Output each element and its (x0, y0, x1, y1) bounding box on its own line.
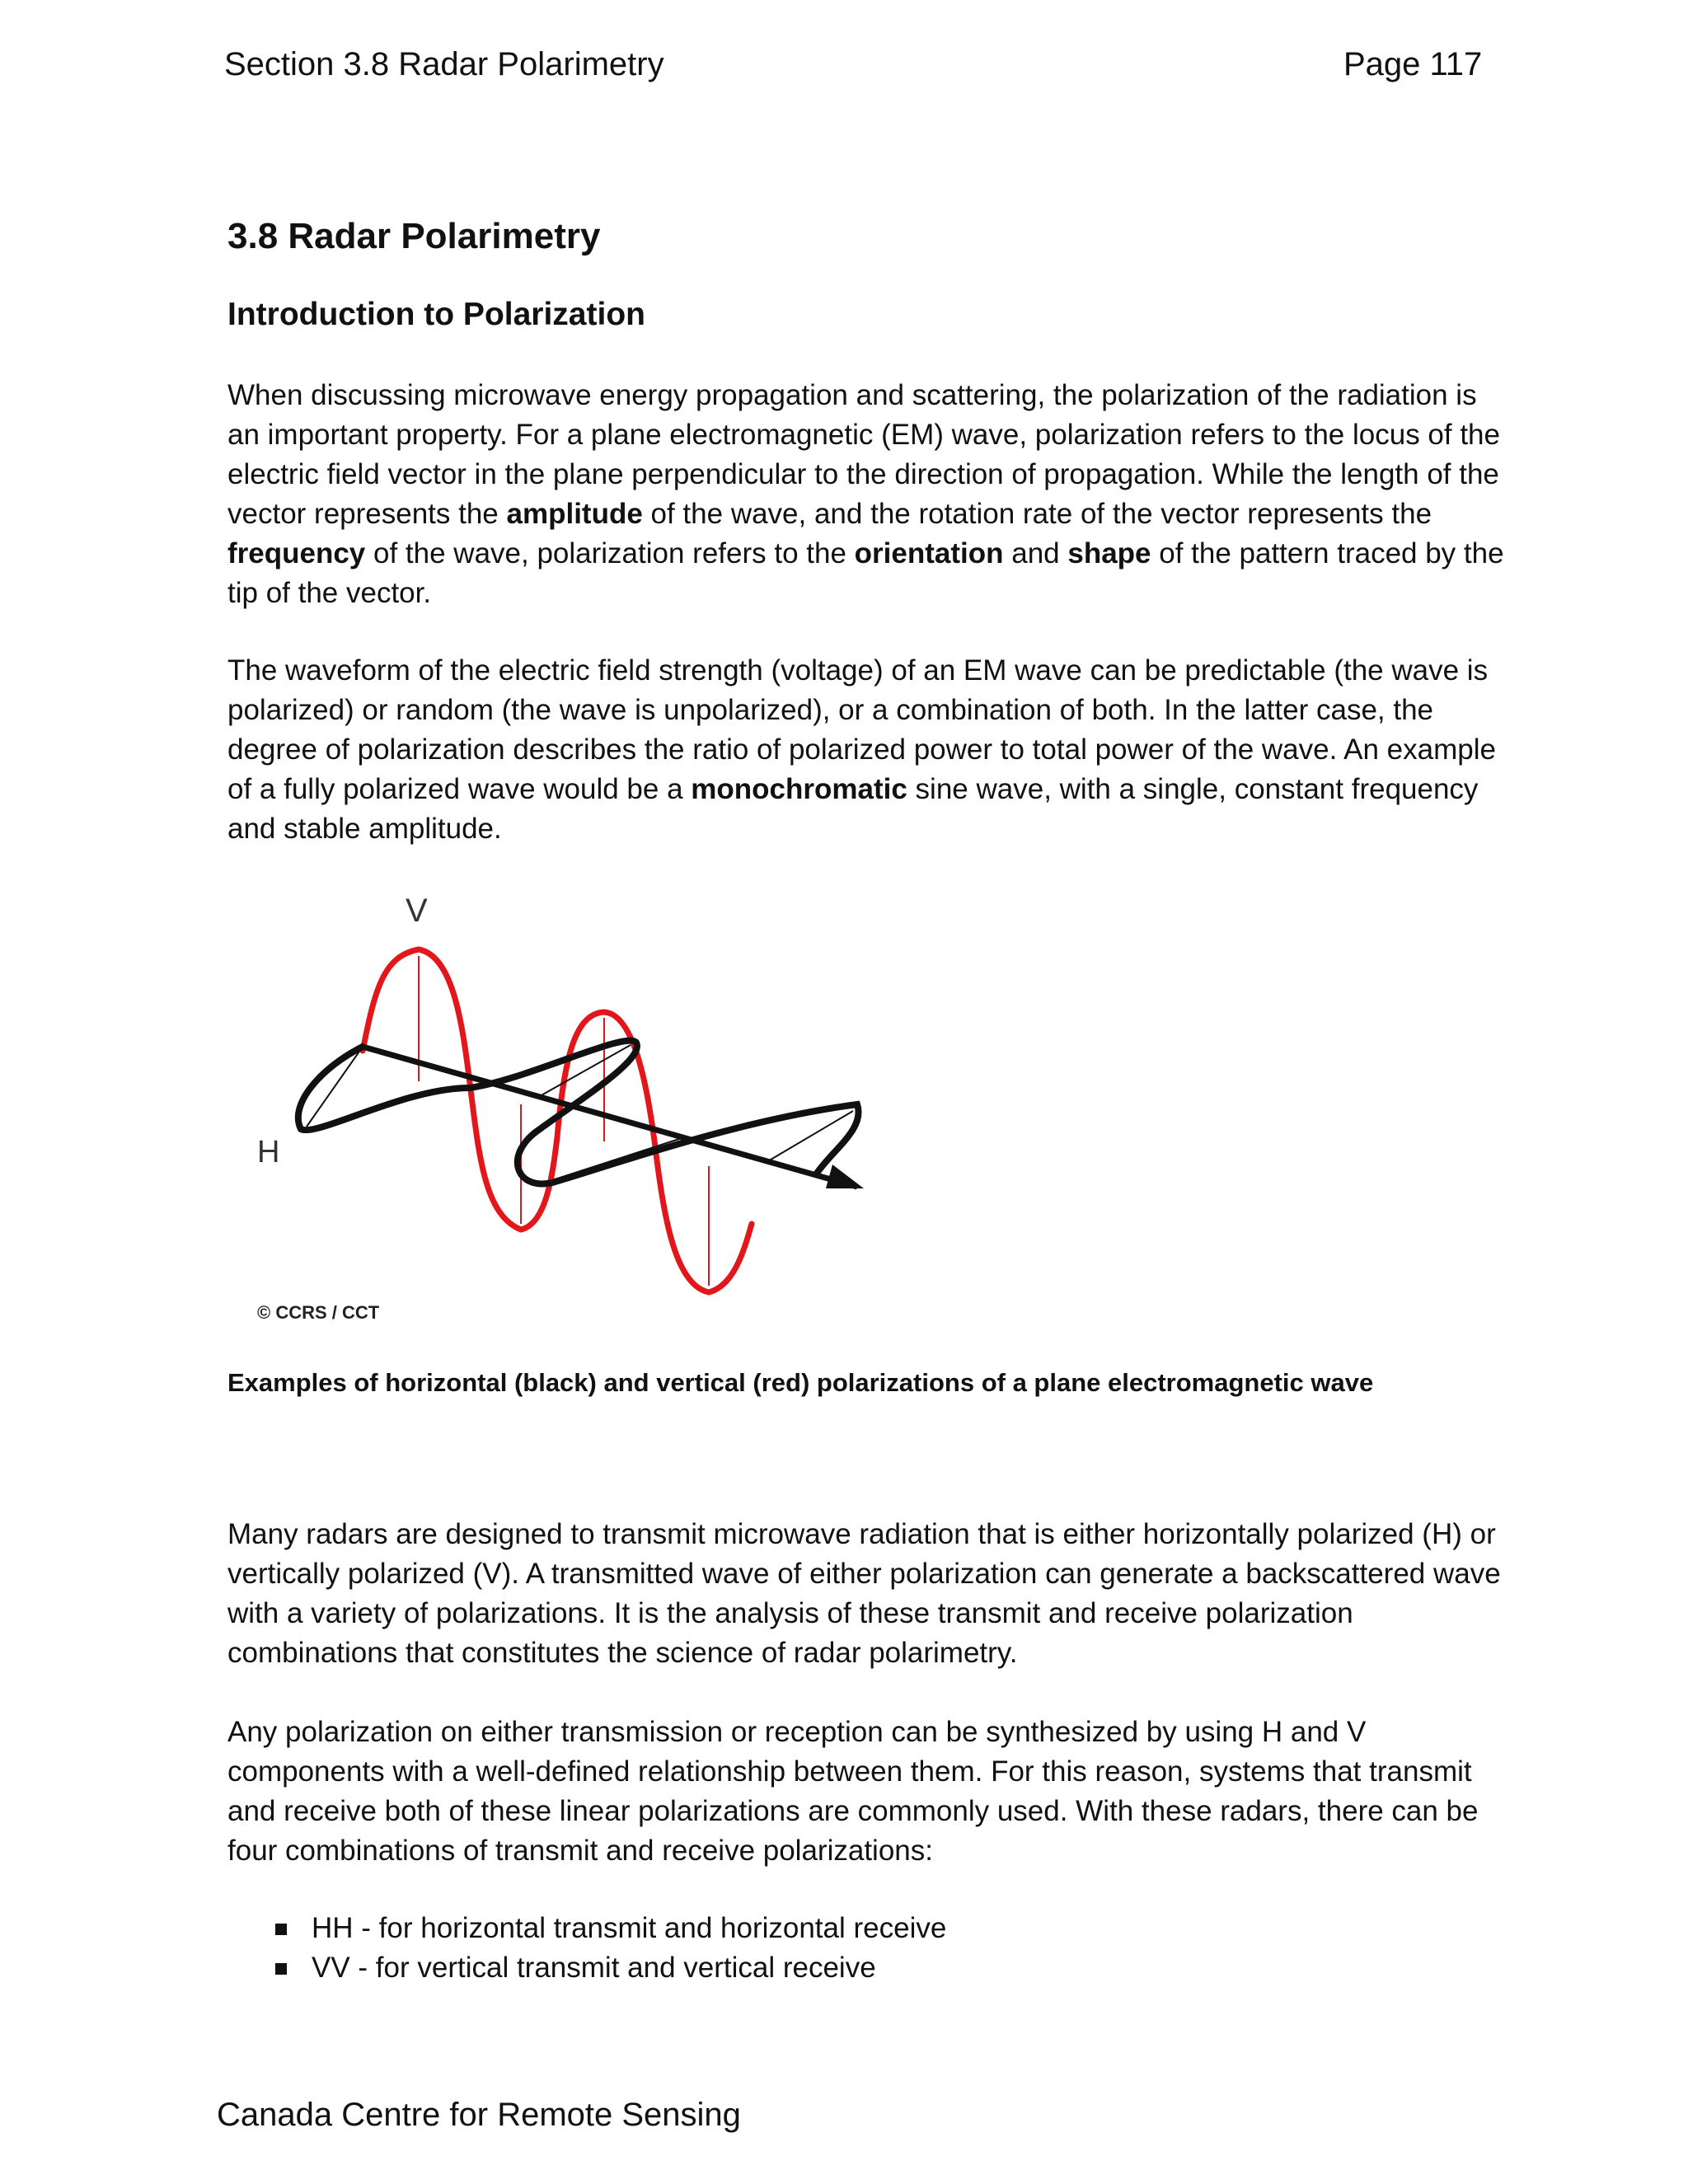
horizontal-vector-arrows (307, 1045, 853, 1180)
paragraph-synthesis: Any polarization on either transmission or reception can be synthesized by using H and V components with a well-defined relationship between them. For this reason, systems that transmit and receive both of these linear polarizations are commonly used. With these radars, there can be four combinations of transmit and receive polarizations: (227, 1716, 1479, 1867)
paragraph-text: of the pattern traced by the tip of the vector. (227, 537, 1504, 609)
vertical-polarization-wave (363, 949, 752, 1292)
running-header-section: Section 3.8 Radar Polarimetry (224, 46, 664, 82)
polarization-wave-figure (239, 890, 898, 1319)
paragraph-waveform (227, 651, 1513, 849)
bold-term-monochromatic: monochromatic (691, 773, 907, 805)
bullet-square-icon (275, 1924, 287, 1935)
list-item (275, 1948, 946, 1988)
paragraph-text: of the wave, polarization refers to the (365, 537, 855, 569)
paragraph-intro (227, 376, 1513, 613)
h-axis-label: H (257, 1135, 280, 1169)
horizontal-polarization-wave (298, 1041, 864, 1188)
paragraph-text: When discussing microwave energy propagation and scattering, the polarization of the radiation is an important property. For a plane electromagnetic (EM) wave, polarization refers to the locus of the electric field vector in the plane perpendicular to the direction of propagation. While the length of the vector represents the (227, 379, 1500, 530)
running-header-page-number: Page 117 (1343, 46, 1483, 82)
bold-term-shape: shape (1067, 537, 1151, 569)
list-item (275, 1909, 946, 1948)
list-item-text: VV - for vertical transmit and vertical receive (312, 1952, 876, 1984)
paragraph-text: and (1003, 537, 1068, 569)
bold-term-amplitude: amplitude (506, 498, 643, 530)
paragraph-text: sine wave, with a single, constant frequency and stable amplitude. (227, 773, 1479, 845)
page-footer: Canada Centre for Remote Sensing (217, 2097, 741, 2133)
figure-copyright: © CCRS / CCT (257, 1302, 380, 1323)
paragraph-radars: Many radars are designed to transmit microwave radiation that is either horizontally polarized (H) or vertically polarized (V). A transmitted wave of either polarization can generate a backscattered wave with a variety of polarizations. It is the analysis of these transmit and receive polarization combinations that constitutes the science of radar polarimetry. (227, 1518, 1501, 1669)
propagation-arrowhead (826, 1165, 864, 1188)
vertical-wave-curve (363, 949, 752, 1292)
vertical-vector-arrows (419, 956, 709, 1286)
list-item-text: HH - for horizontal transmit and horizontal receive (312, 1912, 947, 1944)
v-axis-label: V (406, 893, 428, 929)
bullet-square-icon (275, 1963, 287, 1975)
bold-term-orientation: orientation (854, 537, 1004, 569)
subsection-title: Introduction to Polarization (227, 297, 645, 332)
paragraph-text: of the wave, and the rotation rate of the vector represents the (642, 498, 1432, 530)
paragraph-text: The waveform of the electric field strength (voltage) of an EM wave can be predictable (the wave is polarized) or random (the wave is unpolarized), or a combination of both. In the latter case, the degree of polarization describes the ratio of polarized power to total power of the wave. An example of a fully polarized wave would be a (227, 654, 1496, 805)
polarization-combinations-list (275, 1909, 946, 1988)
figure-caption: Examples of horizontal (black) and vertical (red) polarizations of a plane electromagnetic wave (227, 1368, 1374, 1397)
bold-term-frequency: frequency (227, 537, 366, 569)
section-title: 3.8 Radar Polarimetry (227, 216, 601, 256)
